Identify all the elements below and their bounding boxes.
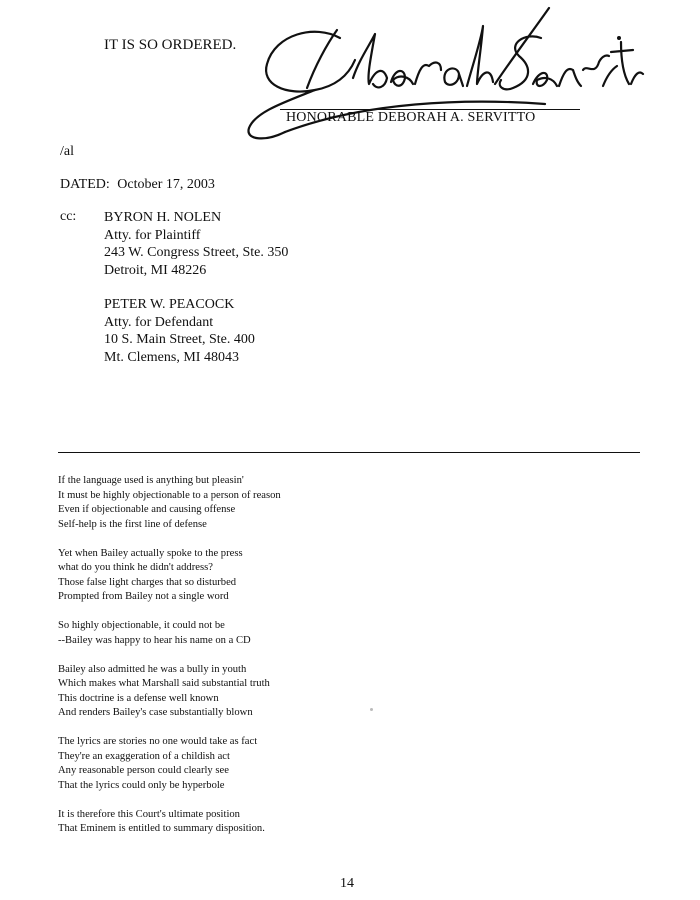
poem-stanza xyxy=(58,619,281,648)
poem-stanza xyxy=(58,663,281,721)
recipient-street: 243 W. Congress Street, Ste. 350 xyxy=(104,245,289,261)
poem-line: That Eminem is entitled to summary disposition. xyxy=(58,823,265,834)
poem-line: Self-help is the first line of defense xyxy=(58,518,207,530)
poem-line: And renders Bailey's case substantially blown xyxy=(58,707,253,718)
poem-line: The lyrics are stories no one would take as fact xyxy=(58,736,258,747)
recipient-name: BYRON H. NOLEN xyxy=(104,210,222,225)
judge-name: HONORABLE DEBORAH A. SERVITTO xyxy=(286,110,536,125)
recipient-street: 10 S. Main Street, Ste. 400 xyxy=(104,332,255,348)
poem-line: Yet when Bailey actually spoke to the press xyxy=(58,547,243,559)
so-ordered-text: IT IS SO ORDERED. xyxy=(104,37,237,53)
cc-recipient-defendant-attorney xyxy=(104,296,255,366)
poem-stanza xyxy=(58,735,281,793)
poem-line: That the lyrics could only be hyperbole xyxy=(58,779,225,791)
cc-recipient-plaintiff-attorney xyxy=(104,209,288,279)
recipient-city: Detroit, MI 48226 xyxy=(104,262,207,278)
poem-line: So highly objectionable, it could not be xyxy=(58,620,225,631)
poem-line: Prompted from Bailey not a single word xyxy=(58,591,229,602)
poem-line: Which makes what Marshall said substantial truth xyxy=(58,678,270,689)
dated-label: DATED: xyxy=(60,177,110,192)
poem-line: Even if objectionable and causing offense xyxy=(58,504,236,515)
poem-line: --Bailey was happy to hear his name on a CD xyxy=(58,634,251,646)
poem-line: Those false light charges that so disturbed xyxy=(58,576,237,588)
poem-line: what do you think he didn't address? xyxy=(58,562,213,573)
scan-speck xyxy=(370,708,373,711)
poem-stanza xyxy=(58,474,281,532)
dated-value: October 17, 2003 xyxy=(117,177,215,192)
poem-stanza xyxy=(58,547,281,605)
recipient-role: Atty. for Plaintiff xyxy=(104,227,201,243)
footnote-poem xyxy=(58,474,281,851)
recipient-name: PETER W. PEACOCK xyxy=(104,297,235,312)
poem-line: They're an exaggeration of a childish act xyxy=(58,750,230,762)
cc-label: cc: xyxy=(60,209,77,224)
poem-stanza xyxy=(58,808,281,837)
poem-line: It must be highly objectionable to a person of reason xyxy=(58,489,281,501)
poem-line: Any reasonable person could clearly see xyxy=(58,765,229,776)
poem-line: It is therefore this Court's ultimate position xyxy=(58,808,240,820)
typist-initials: /al xyxy=(60,144,74,159)
poem-line: Bailey also admitted he was a bully in youth xyxy=(58,663,247,675)
recipient-role: Atty. for Defendant xyxy=(104,314,214,330)
poem-line: If the language used is anything but pleasin' xyxy=(58,475,244,486)
page-number: 14 xyxy=(340,876,354,891)
recipient-city: Mt. Clemens, MI 48043 xyxy=(104,349,239,365)
poem-line: This doctrine is a defense well known xyxy=(58,692,219,704)
dated-line xyxy=(60,177,215,193)
footnote-divider xyxy=(58,452,640,453)
